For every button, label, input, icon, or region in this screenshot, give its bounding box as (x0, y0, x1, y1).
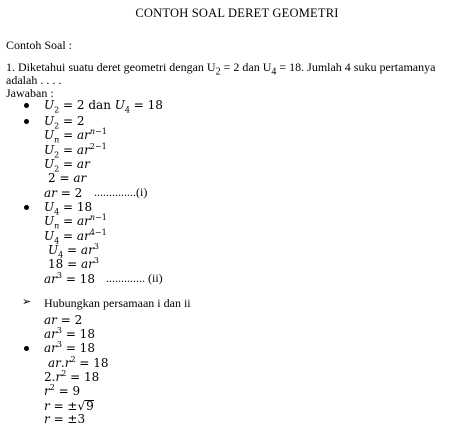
math-u2: $U_2 = 2$ (44, 114, 85, 131)
math-ar3-18-c: $ar^3 = 18$ (44, 340, 95, 355)
equation-ref-ii: ............. (ii) (106, 271, 163, 285)
math-u4-formula: $U_4 = ar^{4-1}$ (44, 228, 107, 246)
math-r-pm3: r = ±3 (44, 412, 86, 426)
bullet (24, 205, 29, 210)
answer-label: Jawaban : (6, 86, 54, 100)
math-r2-9: $r^2 = 9$ (44, 383, 81, 398)
subtitle: Contoh Soal : (6, 38, 73, 52)
bullet (24, 346, 29, 351)
math-ar3-18: $ar^3 = 18$ (44, 271, 95, 286)
math-18-ar3: $18 = ar^3$ (48, 256, 99, 271)
math-ar-2-b: ar = 2 (44, 313, 83, 327)
bullet (24, 119, 29, 124)
bullet (24, 103, 29, 108)
math-r-sqrt9: r = ±√9 (44, 399, 94, 413)
math-ar-r2: $ar.r^2 = 18$ (48, 355, 109, 370)
math-u4-ar3: $U_4 = ar^3$ (48, 242, 99, 260)
math-un-formula: $U_n = ar^{n-1}$ (44, 127, 107, 145)
math-given: $U_2 = 2$ dan $U_4 = 18$ (44, 98, 163, 115)
problem-line-2: adalah . . . . (6, 73, 62, 87)
math-u2-ar: $U_2$ = ar (44, 157, 90, 174)
math-2r2: $2.r^2 = 18$ (44, 369, 100, 384)
math-u2-formula: $U_2 = ar^{2-1}$ (44, 142, 107, 160)
math-2-ar: 2 = ar (48, 171, 87, 185)
math-un-formula-2: $U_n = ar^{n-1}$ (44, 213, 107, 231)
math-ar3-18-b: $ar^3 = 18$ (44, 326, 95, 341)
equation-ref-i: ..............(i) (94, 185, 148, 199)
problem-line-1: 1. Diketahui suatu deret geometri dengan $U_2 = 2$ dan $U_4 = 18$. Jumlah 4 suku pertamanya (6, 60, 436, 78)
math-ar-2: ar = 2 (44, 186, 83, 200)
connect-text: Hubungkan persamaan i dan ii (44, 296, 191, 310)
math-u4: $U_4 = 18$ (44, 200, 93, 217)
arrow-bullet-icon: ➢ (22, 295, 32, 308)
page-title: CONTOH SOAL DERET GEOMETRI (135, 6, 339, 20)
